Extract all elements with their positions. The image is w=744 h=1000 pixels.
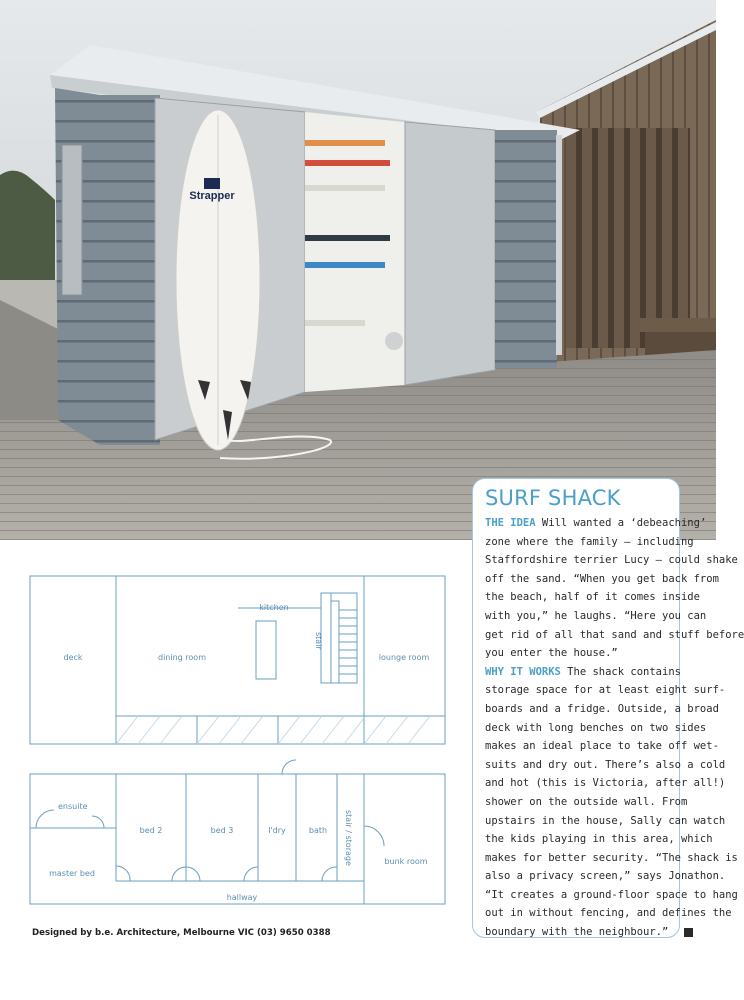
floor-plan-drawing bbox=[28, 566, 448, 921]
idea-line: off the sand. “When you get back from bbox=[485, 572, 719, 585]
idea-line: Will wanted a ‘debeaching’ bbox=[535, 517, 707, 529]
idea-line: get rid of all that sand and stuff before bbox=[485, 628, 744, 641]
label-ensuite: ensuite bbox=[58, 802, 88, 811]
label-bed-2: bed 2 bbox=[139, 826, 163, 835]
label-kitchen: kitchen bbox=[259, 603, 289, 612]
label-bunk-room: bunk room bbox=[384, 857, 428, 866]
works-line: suits and dry out. There’s also a cold bbox=[485, 758, 726, 771]
label-bath: bath bbox=[308, 826, 328, 835]
idea-line: you enter the house.” bbox=[485, 647, 618, 660]
slat-screen bbox=[566, 128, 690, 348]
label-lounge-room: lounge room bbox=[378, 653, 430, 662]
idea-heading: THE IDEA bbox=[485, 517, 536, 529]
works-line: upstairs in the house, Sally can watch bbox=[485, 814, 726, 827]
article-title: SURF SHACK bbox=[485, 486, 621, 510]
works-line: storage space for at least eight surf- bbox=[485, 684, 726, 697]
idea-paragraph bbox=[485, 514, 744, 663]
works-line: makes for better security. “The shack is bbox=[485, 851, 738, 864]
idea-line: with you,” he laughs. “Here you can bbox=[485, 609, 707, 622]
idea-line: the beach, half of it comes inside bbox=[485, 591, 700, 604]
end-mark-icon bbox=[684, 928, 693, 937]
works-line: the kids playing in this area, which bbox=[485, 833, 713, 846]
label-laundry: l'dry bbox=[268, 826, 286, 835]
label-dining-room: dining room bbox=[158, 653, 206, 662]
shack-interior bbox=[305, 112, 405, 392]
board-brand: Strapper bbox=[189, 190, 235, 202]
label-master-bed: master bed bbox=[49, 869, 95, 878]
works-line: The shack contains bbox=[560, 665, 681, 678]
works-line: makes an ideal place to take off wet- bbox=[485, 740, 719, 753]
floor-plans bbox=[28, 566, 448, 925]
door-right bbox=[405, 122, 495, 385]
side-window bbox=[62, 145, 82, 295]
label-bed-3: bed 3 bbox=[210, 826, 234, 835]
works-line: deck with long benches on two sides bbox=[485, 721, 707, 734]
article-panel bbox=[472, 478, 744, 939]
works-line: out in without fencing, and defines the bbox=[485, 907, 732, 920]
label-stair-storage: stair / storage bbox=[344, 810, 353, 866]
idea-line: zone where the family – including bbox=[485, 535, 694, 548]
label-stair: stair bbox=[314, 632, 323, 650]
idea-line: Staffordshire terrier Lucy – could shake bbox=[485, 554, 738, 567]
works-line: boundary with the neighbour.” bbox=[485, 926, 669, 939]
works-heading: WHY IT WORKS bbox=[485, 665, 561, 678]
works-line: shower on the outside wall. From bbox=[485, 795, 688, 808]
works-line: “It creates a ground-floor space to hang bbox=[485, 888, 738, 901]
works-line: boards and a fridge. Outside, a broad bbox=[485, 702, 719, 715]
works-paragraph bbox=[485, 663, 738, 942]
bench bbox=[640, 318, 716, 332]
label-deck: deck bbox=[63, 653, 83, 662]
works-line: also a privacy screen,” says Jonathon. bbox=[485, 870, 726, 883]
works-line: and hot (this is Victoria, after all!) bbox=[485, 777, 726, 790]
label-hallway: hallway bbox=[226, 893, 258, 902]
kitchen-island bbox=[256, 621, 276, 679]
design-credit: Designed by b.e. Architecture, Melbourne VIC (03) 9650 0388 bbox=[32, 928, 331, 938]
